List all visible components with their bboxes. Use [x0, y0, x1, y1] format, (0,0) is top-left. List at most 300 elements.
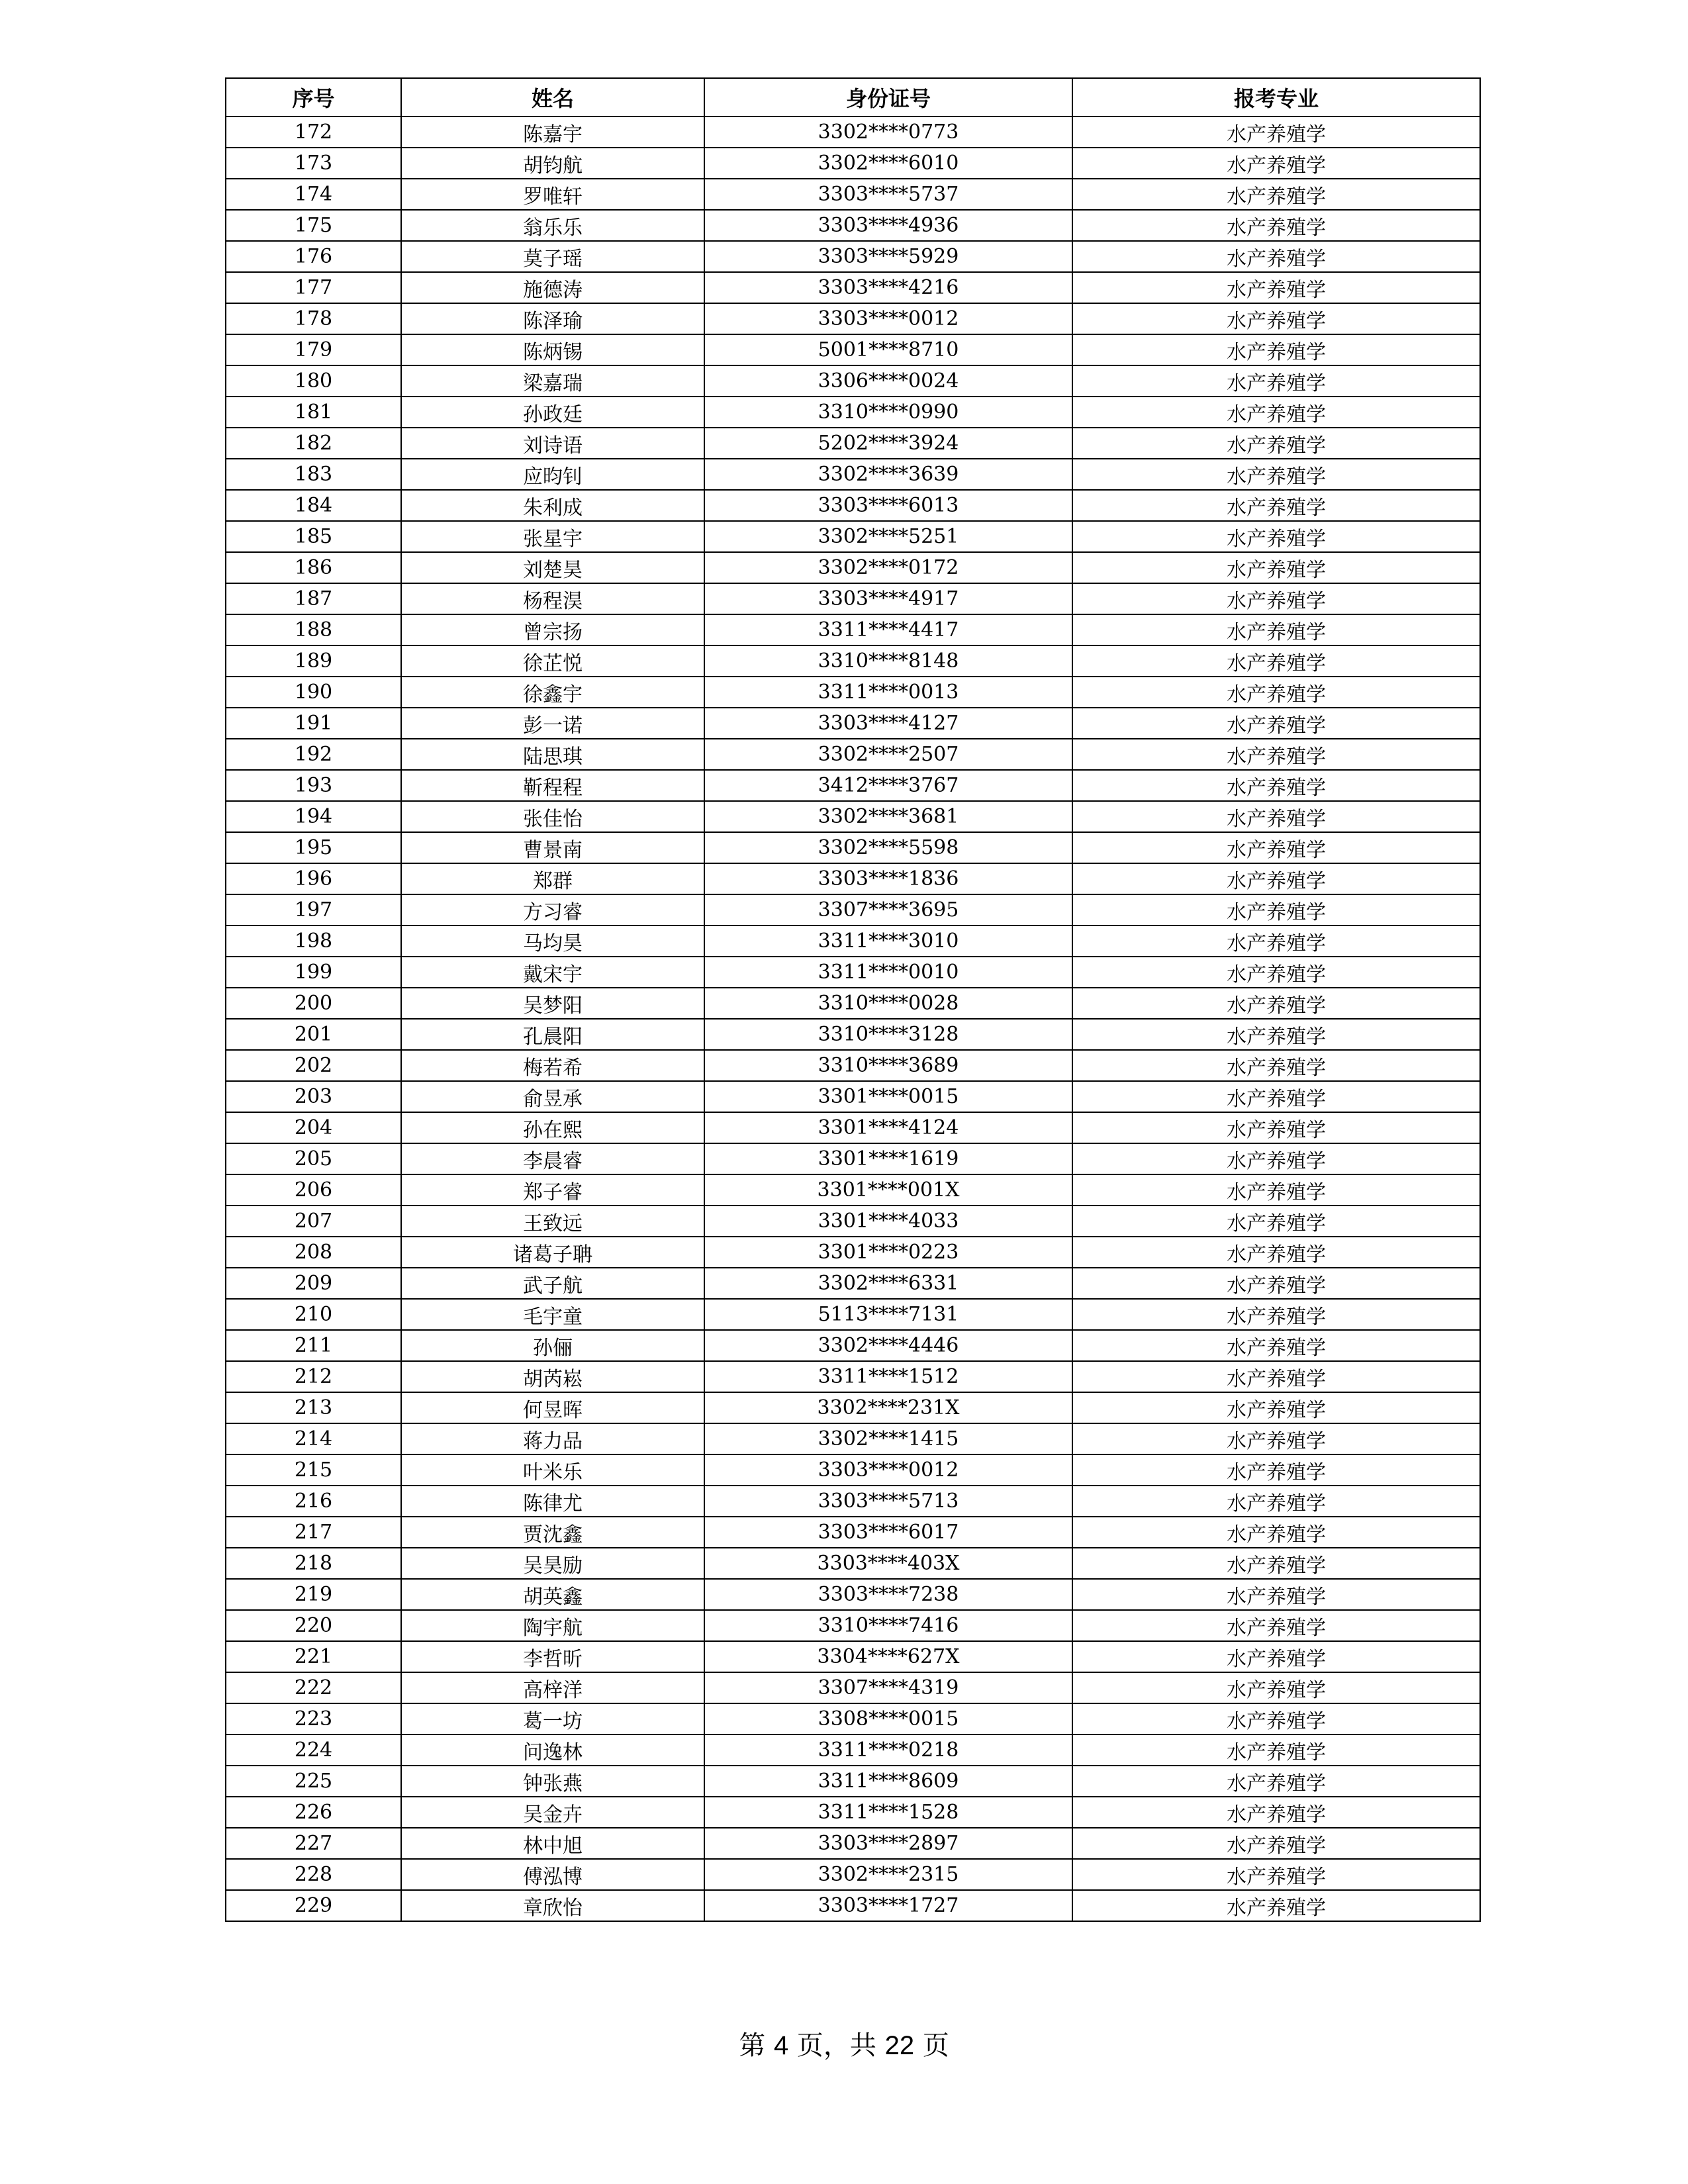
- cell-seq: 225: [226, 1766, 401, 1797]
- table-row: [226, 1828, 1480, 1859]
- cell-name: 彭一诺: [401, 708, 704, 739]
- cell-id-number: 3311****3010: [704, 926, 1072, 957]
- cell-seq: 179: [226, 334, 401, 365]
- cell-id-number: 3310****8148: [704, 645, 1072, 677]
- cell-name: 戴宋宇: [401, 957, 704, 988]
- cell-seq: 192: [226, 739, 401, 770]
- table-row: [226, 583, 1480, 614]
- header-id-number: 身份证号: [704, 78, 1072, 117]
- cell-major: 水产养殖学: [1072, 1548, 1480, 1579]
- cell-major: 水产养殖学: [1072, 1299, 1480, 1330]
- cell-name: 葛一坊: [401, 1703, 704, 1734]
- cell-id-number: 3303****6013: [704, 490, 1072, 521]
- table-row: [226, 988, 1480, 1019]
- cell-id-number: 3301****001X: [704, 1174, 1072, 1206]
- cell-major: 水产养殖学: [1072, 1766, 1480, 1797]
- cell-seq: 204: [226, 1112, 401, 1143]
- cell-name: 胡钧航: [401, 148, 704, 179]
- cell-major: 水产养殖学: [1072, 1237, 1480, 1268]
- cell-id-number: 3303****7238: [704, 1579, 1072, 1610]
- table-row: [226, 1112, 1480, 1143]
- cell-major: 水产养殖学: [1072, 1392, 1480, 1423]
- cell-id-number: 3308****0015: [704, 1703, 1072, 1734]
- cell-major: 水产养殖学: [1072, 334, 1480, 365]
- cell-major: 水产养殖学: [1072, 1641, 1480, 1672]
- cell-seq: 215: [226, 1454, 401, 1486]
- cell-id-number: 3301****1619: [704, 1143, 1072, 1174]
- table-row: [226, 1019, 1480, 1050]
- cell-major: 水产养殖学: [1072, 179, 1480, 210]
- cell-name: 马均昊: [401, 926, 704, 957]
- cell-seq: 172: [226, 117, 401, 148]
- table-row: [226, 1548, 1480, 1579]
- cell-major: 水产养殖学: [1072, 241, 1480, 272]
- table-body: [226, 117, 1480, 1921]
- cell-seq: 201: [226, 1019, 401, 1050]
- table-row: [226, 117, 1480, 148]
- table-row: [226, 397, 1480, 428]
- cell-major: 水产养殖学: [1072, 521, 1480, 552]
- cell-seq: 226: [226, 1797, 401, 1828]
- table-row: [226, 1454, 1480, 1486]
- cell-name: 张佳怡: [401, 801, 704, 832]
- table-row: [226, 863, 1480, 894]
- table-row: [226, 521, 1480, 552]
- cell-major: 水产养殖学: [1072, 645, 1480, 677]
- cell-id-number: 3310****0028: [704, 988, 1072, 1019]
- cell-major: 水产养殖学: [1072, 1890, 1480, 1921]
- cell-major: 水产养殖学: [1072, 1486, 1480, 1517]
- cell-name: 武子航: [401, 1268, 704, 1299]
- cell-id-number: 3303****5737: [704, 179, 1072, 210]
- cell-major: 水产养殖学: [1072, 397, 1480, 428]
- cell-major: 水产养殖学: [1072, 1517, 1480, 1548]
- cell-seq: 198: [226, 926, 401, 957]
- cell-major: 水产养殖学: [1072, 957, 1480, 988]
- cell-major: 水产养殖学: [1072, 1330, 1480, 1361]
- cell-seq: 187: [226, 583, 401, 614]
- cell-major: 水产养殖学: [1072, 1019, 1480, 1050]
- table-row: [226, 645, 1480, 677]
- cell-seq: 195: [226, 832, 401, 863]
- cell-name: 郑群: [401, 863, 704, 894]
- cell-id-number: 3310****3128: [704, 1019, 1072, 1050]
- cell-name: 俞昱承: [401, 1081, 704, 1112]
- cell-seq: 176: [226, 241, 401, 272]
- cell-major: 水产养殖学: [1072, 1112, 1480, 1143]
- cell-major: 水产养殖学: [1072, 210, 1480, 241]
- page-footer: [0, 2024, 1688, 2062]
- cell-id-number: 3311****1512: [704, 1361, 1072, 1392]
- table-row: [226, 739, 1480, 770]
- table-row: [226, 334, 1480, 365]
- cell-seq: 216: [226, 1486, 401, 1517]
- cell-name: 陆思琪: [401, 739, 704, 770]
- table-row: [226, 801, 1480, 832]
- cell-id-number: 3307****4319: [704, 1672, 1072, 1703]
- cell-name: 傅泓博: [401, 1859, 704, 1890]
- cell-id-number: 3303****2897: [704, 1828, 1072, 1859]
- cell-id-number: 3302****5598: [704, 832, 1072, 863]
- cell-id-number: 5202****3924: [704, 428, 1072, 459]
- cell-major: 水产养殖学: [1072, 708, 1480, 739]
- cell-name: 章欣怡: [401, 1890, 704, 1921]
- cell-name: 吴金卉: [401, 1797, 704, 1828]
- cell-major: 水产养殖学: [1072, 303, 1480, 334]
- cell-seq: 213: [226, 1392, 401, 1423]
- cell-name: 陈律尤: [401, 1486, 704, 1517]
- cell-id-number: 3307****3695: [704, 894, 1072, 926]
- cell-name: 陈嘉宇: [401, 117, 704, 148]
- cell-id-number: 3303****0012: [704, 303, 1072, 334]
- table-row: [226, 210, 1480, 241]
- footer-prefix: 第: [739, 2030, 766, 2061]
- cell-major: 水产养殖学: [1072, 1174, 1480, 1206]
- cell-name: 吴梦阳: [401, 988, 704, 1019]
- table-row: [226, 1859, 1480, 1890]
- table-row: [226, 1610, 1480, 1641]
- cell-seq: 214: [226, 1423, 401, 1454]
- cell-name: 施德涛: [401, 272, 704, 303]
- table-row: [226, 241, 1480, 272]
- table-row: [226, 1050, 1480, 1081]
- cell-id-number: 3412****3767: [704, 770, 1072, 801]
- cell-major: 水产养殖学: [1072, 926, 1480, 957]
- cell-major: 水产养殖学: [1072, 272, 1480, 303]
- cell-major: 水产养殖学: [1072, 1050, 1480, 1081]
- table-row: [226, 1734, 1480, 1766]
- cell-seq: 220: [226, 1610, 401, 1641]
- cell-name: 梅若希: [401, 1050, 704, 1081]
- table-row: [226, 1641, 1480, 1672]
- cell-id-number: 3303****4216: [704, 272, 1072, 303]
- table-row: [226, 894, 1480, 926]
- cell-seq: 193: [226, 770, 401, 801]
- cell-name: 孙俪: [401, 1330, 704, 1361]
- cell-name: 徐鑫宇: [401, 677, 704, 708]
- cell-seq: 228: [226, 1859, 401, 1890]
- cell-name: 朱利成: [401, 490, 704, 521]
- cell-id-number: 3303****4936: [704, 210, 1072, 241]
- cell-name: 叶米乐: [401, 1454, 704, 1486]
- cell-id-number: 3301****4033: [704, 1206, 1072, 1237]
- cell-major: 水产养殖学: [1072, 1703, 1480, 1734]
- table-row: [226, 459, 1480, 490]
- cell-name: 孙政廷: [401, 397, 704, 428]
- table-row: [226, 770, 1480, 801]
- cell-seq: 229: [226, 1890, 401, 1921]
- cell-id-number: 3302****0172: [704, 552, 1072, 583]
- cell-major: 水产养殖学: [1072, 365, 1480, 397]
- cell-id-number: 3303****5713: [704, 1486, 1072, 1517]
- cell-major: 水产养殖学: [1072, 1828, 1480, 1859]
- cell-name: 何昱晖: [401, 1392, 704, 1423]
- table-row: [226, 148, 1480, 179]
- table-row: [226, 1766, 1480, 1797]
- cell-id-number: 3302****231X: [704, 1392, 1072, 1423]
- cell-major: 水产养殖学: [1072, 677, 1480, 708]
- cell-name: 林中旭: [401, 1828, 704, 1859]
- cell-major: 水产养殖学: [1072, 614, 1480, 645]
- table-row: [226, 303, 1480, 334]
- cell-seq: 199: [226, 957, 401, 988]
- cell-id-number: 3303****6017: [704, 1517, 1072, 1548]
- header-row: [226, 78, 1480, 117]
- cell-seq: 196: [226, 863, 401, 894]
- cell-major: 水产养殖学: [1072, 1143, 1480, 1174]
- cell-seq: 174: [226, 179, 401, 210]
- cell-id-number: 3311****4417: [704, 614, 1072, 645]
- table-row: [226, 708, 1480, 739]
- cell-major: 水产养殖学: [1072, 552, 1480, 583]
- cell-name: 陈泽瑜: [401, 303, 704, 334]
- cell-seq: 211: [226, 1330, 401, 1361]
- cell-name: 李晨睿: [401, 1143, 704, 1174]
- cell-name: 梁嘉瑞: [401, 365, 704, 397]
- cell-seq: 180: [226, 365, 401, 397]
- cell-seq: 197: [226, 894, 401, 926]
- table-row: [226, 1517, 1480, 1548]
- cell-major: 水产养殖学: [1072, 1859, 1480, 1890]
- table-row: [226, 552, 1480, 583]
- cell-name: 郑子睿: [401, 1174, 704, 1206]
- cell-major: 水产养殖学: [1072, 1734, 1480, 1766]
- footer-suffix: 页: [922, 2030, 949, 2061]
- cell-id-number: 3311****0013: [704, 677, 1072, 708]
- cell-id-number: 3302****5251: [704, 521, 1072, 552]
- cell-id-number: 3302****3681: [704, 801, 1072, 832]
- cell-id-number: 3303****403X: [704, 1548, 1072, 1579]
- table-row: [226, 1206, 1480, 1237]
- table-row: [226, 428, 1480, 459]
- cell-name: 罗唯轩: [401, 179, 704, 210]
- cell-name: 张星宇: [401, 521, 704, 552]
- header-seq: 序号: [226, 78, 401, 117]
- cell-id-number: 3303****1727: [704, 1890, 1072, 1921]
- table-row: [226, 1703, 1480, 1734]
- cell-id-number: 5001****8710: [704, 334, 1072, 365]
- cell-seq: 207: [226, 1206, 401, 1237]
- cell-seq: 181: [226, 397, 401, 428]
- cell-major: 水产养殖学: [1072, 1579, 1480, 1610]
- cell-id-number: 3301****0015: [704, 1081, 1072, 1112]
- cell-name: 胡芮崧: [401, 1361, 704, 1392]
- cell-name: 陶宇航: [401, 1610, 704, 1641]
- cell-name: 方习睿: [401, 894, 704, 926]
- cell-seq: 219: [226, 1579, 401, 1610]
- cell-id-number: 3302****2315: [704, 1859, 1072, 1890]
- cell-major: 水产养殖学: [1072, 1672, 1480, 1703]
- cell-major: 水产养殖学: [1072, 801, 1480, 832]
- cell-id-number: 3302****0773: [704, 117, 1072, 148]
- cell-seq: 185: [226, 521, 401, 552]
- cell-id-number: 3306****0024: [704, 365, 1072, 397]
- cell-seq: 206: [226, 1174, 401, 1206]
- cell-seq: 210: [226, 1299, 401, 1330]
- cell-seq: 182: [226, 428, 401, 459]
- table-row: [226, 1392, 1480, 1423]
- cell-id-number: 3303****5929: [704, 241, 1072, 272]
- cell-major: 水产养殖学: [1072, 490, 1480, 521]
- cell-name: 高梓洋: [401, 1672, 704, 1703]
- cell-id-number: 3302****1415: [704, 1423, 1072, 1454]
- cell-name: 刘楚昊: [401, 552, 704, 583]
- cell-major: 水产养殖学: [1072, 1454, 1480, 1486]
- cell-major: 水产养殖学: [1072, 770, 1480, 801]
- cell-name: 曹景南: [401, 832, 704, 863]
- table-row: [226, 677, 1480, 708]
- cell-seq: 221: [226, 1641, 401, 1672]
- cell-major: 水产养殖学: [1072, 894, 1480, 926]
- table-row: [226, 1890, 1480, 1921]
- cell-major: 水产养殖学: [1072, 988, 1480, 1019]
- cell-id-number: 3310****3689: [704, 1050, 1072, 1081]
- cell-seq: 227: [226, 1828, 401, 1859]
- cell-major: 水产养殖学: [1072, 863, 1480, 894]
- cell-major: 水产养殖学: [1072, 583, 1480, 614]
- cell-seq: 188: [226, 614, 401, 645]
- cell-seq: 190: [226, 677, 401, 708]
- cell-major: 水产养殖学: [1072, 428, 1480, 459]
- cell-major: 水产养殖学: [1072, 1610, 1480, 1641]
- cell-id-number: 3303****4127: [704, 708, 1072, 739]
- cell-major: 水产养殖学: [1072, 1797, 1480, 1828]
- cell-seq: 203: [226, 1081, 401, 1112]
- table-row: [226, 1672, 1480, 1703]
- table-row: [226, 1268, 1480, 1299]
- table-row: [226, 926, 1480, 957]
- table-row: [226, 179, 1480, 210]
- cell-seq: 224: [226, 1734, 401, 1766]
- cell-id-number: 3311****0010: [704, 957, 1072, 988]
- student-roster-table: [225, 77, 1481, 1922]
- cell-seq: 194: [226, 801, 401, 832]
- table-row: [226, 1299, 1480, 1330]
- table-row: [226, 272, 1480, 303]
- cell-name: 杨程淏: [401, 583, 704, 614]
- cell-seq: 202: [226, 1050, 401, 1081]
- cell-seq: 189: [226, 645, 401, 677]
- cell-id-number: 3302****4446: [704, 1330, 1072, 1361]
- cell-name: 胡英鑫: [401, 1579, 704, 1610]
- cell-major: 水产养殖学: [1072, 1206, 1480, 1237]
- cell-major: 水产养殖学: [1072, 1268, 1480, 1299]
- cell-major: 水产养殖学: [1072, 1081, 1480, 1112]
- cell-seq: 200: [226, 988, 401, 1019]
- cell-name: 陈炳锡: [401, 334, 704, 365]
- cell-major: 水产养殖学: [1072, 117, 1480, 148]
- cell-seq: 183: [226, 459, 401, 490]
- cell-id-number: 5113****7131: [704, 1299, 1072, 1330]
- cell-seq: 217: [226, 1517, 401, 1548]
- cell-seq: 178: [226, 303, 401, 334]
- table-row: [226, 1174, 1480, 1206]
- cell-id-number: 3302****2507: [704, 739, 1072, 770]
- cell-id-number: 3303****0012: [704, 1454, 1072, 1486]
- cell-seq: 209: [226, 1268, 401, 1299]
- cell-major: 水产养殖学: [1072, 1361, 1480, 1392]
- table-row: [226, 1797, 1480, 1828]
- cell-name: 钟张燕: [401, 1766, 704, 1797]
- cell-name: 吴昊励: [401, 1548, 704, 1579]
- cell-name: 靳程程: [401, 770, 704, 801]
- cell-seq: 208: [226, 1237, 401, 1268]
- cell-id-number: 3303****4917: [704, 583, 1072, 614]
- cell-name: 徐芷悦: [401, 645, 704, 677]
- table-row: [226, 1579, 1480, 1610]
- cell-id-number: 3302****6010: [704, 148, 1072, 179]
- cell-seq: 184: [226, 490, 401, 521]
- table-row: [226, 1081, 1480, 1112]
- cell-name: 翁乐乐: [401, 210, 704, 241]
- footer-middle: 页，共: [796, 2030, 876, 2061]
- table-header: [226, 78, 1480, 117]
- cell-id-number: 3302****3639: [704, 459, 1072, 490]
- cell-major: 水产养殖学: [1072, 1423, 1480, 1454]
- table-row: [226, 1143, 1480, 1174]
- table-row: [226, 832, 1480, 863]
- cell-seq: 218: [226, 1548, 401, 1579]
- table-row: [226, 1330, 1480, 1361]
- cell-seq: 223: [226, 1703, 401, 1734]
- table-row: [226, 614, 1480, 645]
- cell-name: 李哲昕: [401, 1641, 704, 1672]
- cell-name: 孔晨阳: [401, 1019, 704, 1050]
- cell-name: 问逸林: [401, 1734, 704, 1766]
- cell-id-number: 3303****1836: [704, 863, 1072, 894]
- cell-seq: 175: [226, 210, 401, 241]
- cell-major: 水产养殖学: [1072, 459, 1480, 490]
- cell-name: 刘诗语: [401, 428, 704, 459]
- footer-page-number: 4: [773, 2031, 789, 2060]
- table-row: [226, 490, 1480, 521]
- cell-seq: 222: [226, 1672, 401, 1703]
- table-row: [226, 365, 1480, 397]
- table-row: [226, 1486, 1480, 1517]
- cell-name: 曾宗扬: [401, 614, 704, 645]
- cell-id-number: 3301****0223: [704, 1237, 1072, 1268]
- cell-major: 水产养殖学: [1072, 739, 1480, 770]
- cell-id-number: 3311****8609: [704, 1766, 1072, 1797]
- cell-major: 水产养殖学: [1072, 832, 1480, 863]
- cell-id-number: 3311****1528: [704, 1797, 1072, 1828]
- cell-seq: 191: [226, 708, 401, 739]
- cell-id-number: 3310****0990: [704, 397, 1072, 428]
- cell-seq: 205: [226, 1143, 401, 1174]
- table-row: [226, 1361, 1480, 1392]
- cell-seq: 186: [226, 552, 401, 583]
- cell-id-number: 3301****4124: [704, 1112, 1072, 1143]
- table-row: [226, 1423, 1480, 1454]
- cell-name: 王致远: [401, 1206, 704, 1237]
- cell-id-number: 3311****0218: [704, 1734, 1072, 1766]
- cell-id-number: 3310****7416: [704, 1610, 1072, 1641]
- cell-name: 贾沈鑫: [401, 1517, 704, 1548]
- cell-seq: 177: [226, 272, 401, 303]
- cell-id-number: 3304****627X: [704, 1641, 1072, 1672]
- table-row: [226, 957, 1480, 988]
- cell-name: 毛宇童: [401, 1299, 704, 1330]
- cell-name: 莫子瑶: [401, 241, 704, 272]
- cell-name: 诸葛子聃: [401, 1237, 704, 1268]
- cell-id-number: 3302****6331: [704, 1268, 1072, 1299]
- cell-name: 蒋力品: [401, 1423, 704, 1454]
- cell-major: 水产养殖学: [1072, 148, 1480, 179]
- header-major: 报考专业: [1072, 78, 1480, 117]
- cell-seq: 212: [226, 1361, 401, 1392]
- cell-seq: 173: [226, 148, 401, 179]
- table-row: [226, 1237, 1480, 1268]
